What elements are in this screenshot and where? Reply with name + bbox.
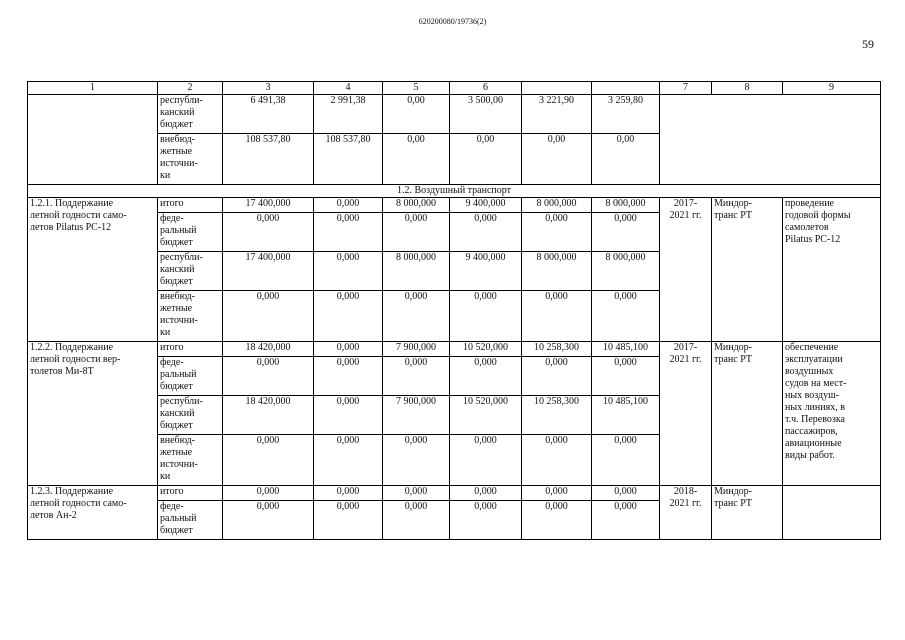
column-header: [592, 82, 660, 95]
amount-cell: 10 520,000: [450, 342, 522, 357]
empty-cell: [660, 95, 881, 185]
amount-cell: 10 258,300: [522, 396, 592, 435]
document-number: 620200080/19736(2): [418, 17, 487, 26]
amount-cell: 8 000,000: [592, 252, 660, 291]
column-header: 7: [660, 82, 712, 95]
amount-cell: 8 000,000: [383, 198, 450, 213]
amount-cell: 0,000: [383, 435, 450, 486]
amount-cell: 7 900,000: [383, 396, 450, 435]
amount-cell: 0,000: [522, 213, 592, 252]
amount-cell: 10 485,100: [592, 396, 660, 435]
measure-name: 1.2.2. Поддержание летной годности вер- толетов Ми-8Т: [28, 342, 158, 486]
amount-cell: 9 400,000: [450, 198, 522, 213]
amount-cell: 0,000: [314, 252, 383, 291]
amount-cell: 10 485,100: [592, 342, 660, 357]
amount-cell: 8 000,000: [522, 252, 592, 291]
amount-cell: 0,000: [522, 501, 592, 540]
amount-cell: 10 520,000: [450, 396, 522, 435]
result-cell: проведение годовой формы самолетов Pilatus PC-12: [783, 198, 881, 342]
period-cell: 2017- 2021 гг.: [660, 342, 712, 486]
amount-cell: 0,000: [383, 291, 450, 342]
amount-cell: 0,000: [314, 435, 383, 486]
amount-cell: 108 537,80: [314, 134, 383, 185]
amount-cell: 0,000: [450, 357, 522, 396]
table-row: [28, 486, 881, 501]
amount-cell: 0,000: [592, 435, 660, 486]
amount-cell: 18 420,000: [223, 342, 314, 357]
amount-cell: 0,00: [522, 134, 592, 185]
amount-cell: 0,000: [314, 486, 383, 501]
column-header: 8: [712, 82, 783, 95]
amount-cell: 0,000: [314, 342, 383, 357]
amount-cell: 0,00: [383, 95, 450, 134]
amount-cell: 0,000: [383, 213, 450, 252]
funding-source: внебюд- жетные источни- ки: [158, 291, 223, 342]
amount-cell: 0,000: [383, 486, 450, 501]
funding-source: республи- канский бюджет: [158, 252, 223, 291]
period-cell: 2018- 2021 гг.: [660, 486, 712, 540]
page-number: 59: [862, 37, 874, 51]
amount-cell: 0,000: [450, 213, 522, 252]
amount-cell: 0,000: [314, 291, 383, 342]
funding-source: внебюд- жетные источни- ки: [158, 134, 223, 185]
section-row: [28, 185, 881, 198]
amount-cell: 0,000: [223, 501, 314, 540]
amount-cell: 0,000: [592, 357, 660, 396]
amount-cell: 0,000: [592, 291, 660, 342]
table-row: [28, 198, 881, 213]
funding-source: внебюд- жетные источни- ки: [158, 435, 223, 486]
result-cell: [783, 486, 881, 540]
column-header: 4: [314, 82, 383, 95]
column-header: 6: [450, 82, 522, 95]
amount-cell: 0,00: [592, 134, 660, 185]
column-header: 5: [383, 82, 450, 95]
amount-cell: 0,000: [592, 486, 660, 501]
measure-name-cell: [28, 95, 158, 185]
budget-table: [27, 81, 881, 540]
amount-cell: 0,000: [592, 213, 660, 252]
amount-cell: 0,000: [522, 486, 592, 501]
amount-cell: 0,000: [314, 198, 383, 213]
period-cell: 2017- 2021 гг.: [660, 198, 712, 342]
amount-cell: 0,000: [450, 501, 522, 540]
amount-cell: 0,000: [450, 291, 522, 342]
measure-name: 1.2.1. Поддержание летной годности само- летов Pilatus PC-12: [28, 198, 158, 342]
amount-cell: 108 537,80: [223, 134, 314, 185]
column-header: 2: [158, 82, 223, 95]
funding-source: феде- ральный бюджет: [158, 213, 223, 252]
column-header: 3: [223, 82, 314, 95]
amount-cell: 6 491,38: [223, 95, 314, 134]
amount-cell: 0,000: [314, 396, 383, 435]
amount-cell: 9 400,000: [450, 252, 522, 291]
executor-cell: Миндор- транс РТ: [712, 486, 783, 540]
amount-cell: 0,000: [383, 501, 450, 540]
amount-cell: 0,000: [450, 486, 522, 501]
funding-source: итого: [158, 342, 223, 357]
column-header: [522, 82, 592, 95]
funding-source: феде- ральный бюджет: [158, 357, 223, 396]
amount-cell: 0,00: [383, 134, 450, 185]
amount-cell: 0,000: [383, 357, 450, 396]
amount-cell: 7 900,000: [383, 342, 450, 357]
amount-cell: 0,000: [314, 213, 383, 252]
amount-cell: 3 221,90: [522, 95, 592, 134]
funding-source: республи- канский бюджет: [158, 396, 223, 435]
amount-cell: 0,000: [223, 213, 314, 252]
funding-source: итого: [158, 198, 223, 213]
column-header: 9: [783, 82, 881, 95]
funding-source: итого: [158, 486, 223, 501]
amount-cell: 8 000,000: [592, 198, 660, 213]
amount-cell: 0,00: [450, 134, 522, 185]
table-row: [28, 95, 881, 134]
funding-source: феде- ральный бюджет: [158, 501, 223, 540]
column-header: 1: [28, 82, 158, 95]
amount-cell: 0,000: [522, 357, 592, 396]
executor-cell: Миндор- транс РТ: [712, 198, 783, 342]
table-row: [28, 342, 881, 357]
amount-cell: 17 400,000: [223, 252, 314, 291]
measure-name: 1.2.3. Поддержание летной годности само- летов Ан-2: [28, 486, 158, 540]
amount-cell: 0,000: [223, 291, 314, 342]
amount-cell: 8 000,000: [522, 198, 592, 213]
executor-cell: Миндор- транс РТ: [712, 342, 783, 486]
amount-cell: 2 991,38: [314, 95, 383, 134]
funding-source: республи- канский бюджет: [158, 95, 223, 134]
amount-cell: 10 258,300: [522, 342, 592, 357]
amount-cell: 8 000,000: [383, 252, 450, 291]
amount-cell: 0,000: [223, 486, 314, 501]
amount-cell: 0,000: [314, 501, 383, 540]
result-cell: обеспечение эксплуатации воздушных судов на мест- ных воздуш- ных линиях, в т.ч. Перевозка пассажиров, авиационные виды работ.: [783, 342, 881, 486]
amount-cell: 3 500,00: [450, 95, 522, 134]
amount-cell: 0,000: [223, 435, 314, 486]
amount-cell: 0,000: [522, 435, 592, 486]
amount-cell: 0,000: [592, 501, 660, 540]
amount-cell: 3 259,80: [592, 95, 660, 134]
amount-cell: 0,000: [450, 435, 522, 486]
amount-cell: 0,000: [223, 357, 314, 396]
amount-cell: 0,000: [522, 291, 592, 342]
amount-cell: 17 400,000: [223, 198, 314, 213]
amount-cell: 18 420,000: [223, 396, 314, 435]
header-row: [28, 82, 881, 95]
amount-cell: 0,000: [314, 357, 383, 396]
section-title: 1.2. Воздушный транспорт: [28, 185, 881, 198]
